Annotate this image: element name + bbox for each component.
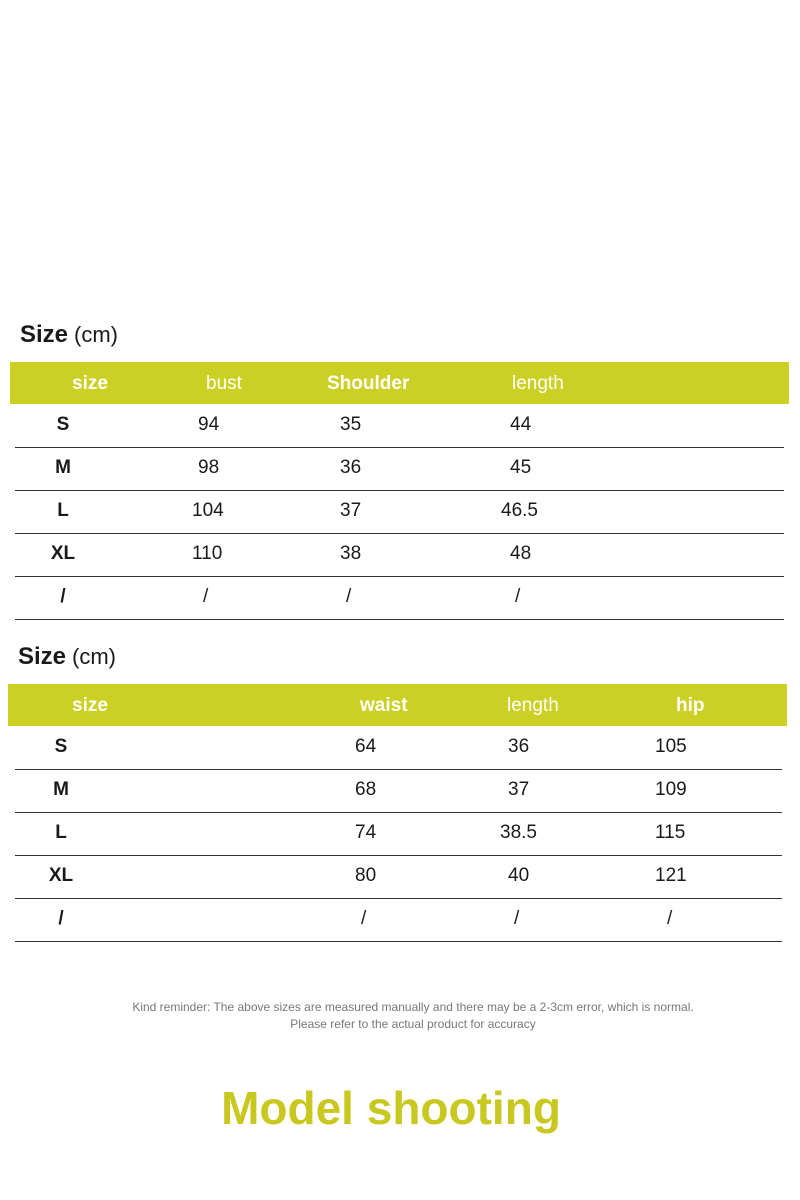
cell-hip: 109: [655, 779, 687, 800]
table-row: [15, 405, 784, 448]
cell-shoulder: 35: [340, 414, 362, 435]
cell-size: /: [58, 908, 64, 929]
cell-hip: /: [667, 908, 673, 929]
size-table-1-header: [10, 362, 789, 404]
cell-size: XL: [48, 865, 74, 886]
header-size: size: [72, 695, 108, 716]
cell-length: 48: [510, 543, 532, 564]
size-table-1-unit: (cm): [74, 322, 119, 347]
cell-shoulder: 38: [340, 543, 362, 564]
cell-size: L: [57, 500, 69, 521]
cell-size: L: [55, 822, 67, 843]
model-shooting-heading: Model shooting: [221, 1082, 561, 1134]
cell-length: 38.5: [500, 822, 537, 843]
cell-length: /: [515, 586, 521, 607]
cell-bust: 94: [198, 414, 220, 435]
cell-bust: 104: [192, 500, 224, 521]
reminder-line-1: Kind reminder: The above sizes are measured manually and there may be a 2-3cm error, which is normal.: [132, 1000, 694, 1014]
size-table-1-title-text: Size: [20, 321, 69, 348]
cell-length: 44: [510, 414, 532, 435]
cell-hip: 105: [655, 736, 687, 757]
cell-waist: 74: [355, 822, 377, 843]
cell-size: S: [56, 414, 70, 435]
cell-size: M: [55, 457, 71, 478]
header-size: size: [72, 373, 108, 394]
header-length: length: [512, 373, 564, 394]
cell-length: 40: [508, 865, 530, 886]
cell-waist: 64: [355, 736, 377, 757]
table-row: [15, 577, 784, 620]
cell-shoulder: 37: [340, 500, 362, 521]
cell-bust: 110: [192, 543, 223, 564]
table-row: [15, 727, 782, 770]
cell-shoulder: /: [346, 586, 352, 607]
header-waist: waist: [360, 695, 408, 716]
table-row: [15, 813, 782, 856]
size-table-2-header: [8, 684, 787, 726]
table-row: [15, 856, 782, 899]
size-table-2-unit: (cm): [72, 644, 117, 669]
header-shoulder: Shoulder: [327, 373, 410, 394]
cell-length: 36: [508, 736, 530, 757]
size-table-2-title: [18, 642, 116, 672]
table-row: [15, 899, 782, 942]
cell-size: /: [60, 586, 66, 607]
cell-length: /: [514, 908, 520, 929]
reminder-line-2: Please refer to the actual product for accuracy: [290, 1017, 536, 1031]
header-hip: hip: [676, 695, 705, 716]
cell-hip: 115: [655, 822, 686, 843]
size-table-2-title-text: Size: [18, 643, 67, 670]
cell-length: 46.5: [501, 500, 538, 521]
cell-length: 37: [508, 779, 530, 800]
cell-shoulder: 36: [340, 457, 362, 478]
cell-size: XL: [50, 543, 76, 564]
table-row: [15, 770, 782, 813]
cell-length: 45: [510, 457, 532, 478]
table-row: [15, 491, 784, 534]
cell-hip: 121: [655, 865, 687, 886]
cell-waist: /: [361, 908, 367, 929]
cell-size: M: [53, 779, 69, 800]
table-row: [15, 448, 784, 491]
cell-waist: 68: [355, 779, 377, 800]
table-row: [15, 534, 784, 577]
cell-bust: 98: [198, 457, 220, 478]
cell-waist: 80: [355, 865, 377, 886]
header-bust: bust: [206, 373, 242, 394]
cell-size: S: [54, 736, 68, 757]
size-table-1-title: [20, 320, 118, 350]
cell-bust: /: [203, 586, 209, 607]
header-length: length: [507, 695, 559, 716]
